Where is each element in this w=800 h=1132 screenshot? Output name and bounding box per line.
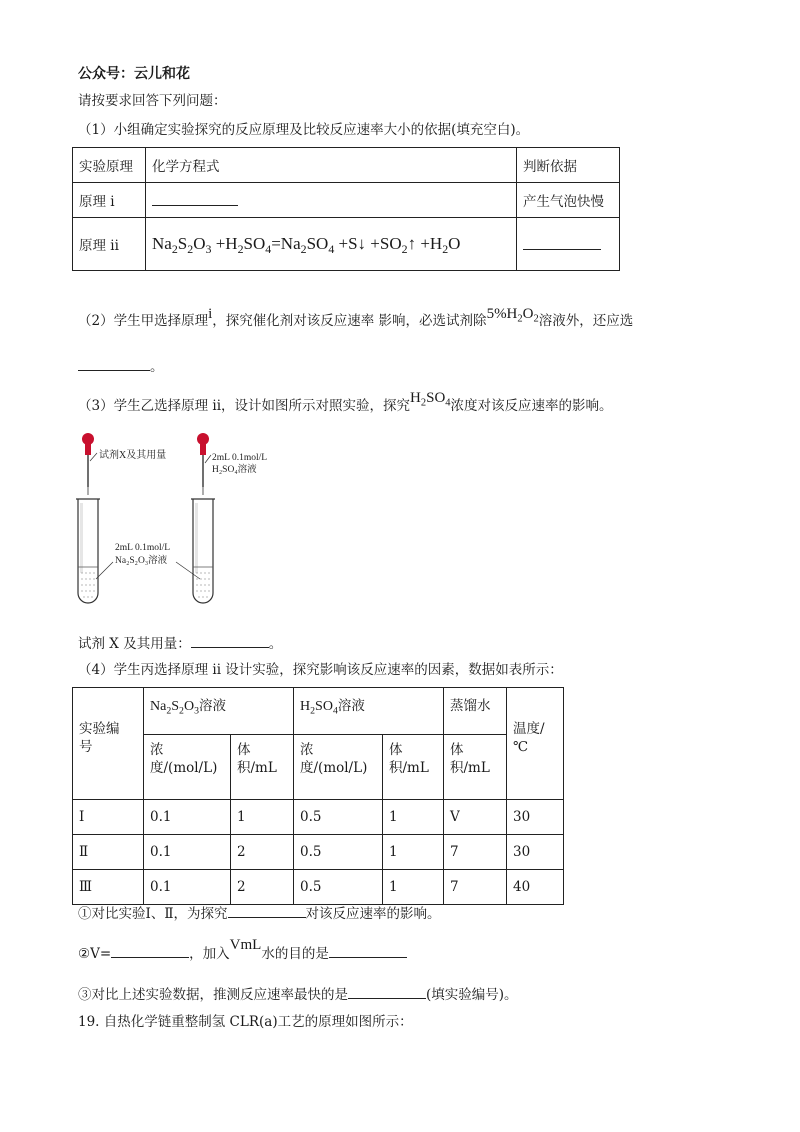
left-test-tube-icon <box>76 499 100 603</box>
q1-text: （1）小组确定实验探究的反应原理及比较反应速率大小的依据(填充空白)。 <box>78 122 530 138</box>
q4-water-vol: 体积/mL <box>444 735 507 800</box>
q3-line: （3）学生乙选择原理 ii，设计如图所示对照实验，探究$H_2SO_4$浓度对该反应速率的影响。 <box>78 390 613 414</box>
q4-h-vol: 体积/mL <box>383 735 444 800</box>
header-title: 公众号：云儿和花 <box>78 66 190 82</box>
table-row: I 0.1 1 0.5 1 V 30 <box>73 800 564 835</box>
table-row: Ⅲ 0.1 2 0.5 1 7 40 <box>73 870 564 905</box>
q1-row1-equation-cell <box>146 183 517 218</box>
q3-answer-line: 试剂 X 及其用量： 。 <box>78 633 282 653</box>
q4-s3-blank[interactable] <box>348 984 426 999</box>
q19-text: 19. 自热化学链重整制氢 CLR(a)工艺的原理如图所示： <box>78 1014 413 1030</box>
right-dropper-icon <box>197 433 209 495</box>
q1-row2-label: 原理 ii <box>73 218 146 271</box>
q4-h-conc: 浓度/(mol/L) <box>294 735 383 800</box>
q1-table <box>72 147 620 271</box>
q4-water-header: 蒸馏水 <box>444 688 507 735</box>
q1-row1-label: 原理 i <box>73 183 146 218</box>
q4-na-header: $Na_2S_2O_3$溶液 <box>144 688 294 735</box>
q2-blank[interactable] <box>78 356 150 371</box>
q4-table <box>72 687 564 905</box>
q4-s1: ①对比实验Ⅰ、Ⅱ，为探究 对该反应速率的影响。 <box>78 903 441 923</box>
q4-vml: VmL <box>229 937 262 953</box>
q4-na-vol: 体积/mL <box>231 735 294 800</box>
q3-h2so4: $H_2SO_4$ <box>410 390 451 409</box>
q1-row2-blank[interactable] <box>523 235 601 250</box>
q1-header-principle: 实验原理 <box>73 148 146 183</box>
q1-row2-equation: $Na_2S_2O_3 +H_2SO_4=Na_2SO_4$ +S↓ $+SO_2↑ +H_2O$ <box>146 218 517 271</box>
left-dropper-label: 试剂X及其用量 <box>99 450 167 461</box>
q2-reagent: $5\%H_2O_2$ <box>486 306 539 325</box>
q4-s2-blank-v[interactable] <box>111 943 189 958</box>
q1-row1-basis: 产生气泡快慢 <box>517 183 620 218</box>
q4-s3: ③对比上述实验数据，推测反应速率最快的是 (填实验编号)。 <box>78 984 518 1004</box>
q1-header-basis: 判断依据 <box>517 148 620 183</box>
q2-line: （2）学生甲选择原理i，探究催化剂对该反应速率 影响，必选试剂除$5\%H_2O_2$溶液外，还应选 <box>78 306 634 329</box>
intro-text: 请按要求回答下列问题： <box>78 93 227 109</box>
q4-h2so4-header: $H_2SO_4$溶液 <box>294 688 444 735</box>
q2-answer-line: 。 <box>78 356 164 376</box>
q4-temp-header: 温度/℃ <box>507 688 564 800</box>
q4-text: （4）学生丙选择原理 ii 设计实验，探究影响该反应速率的因素，数据如表所示： <box>78 662 563 678</box>
test-tube-figure <box>60 425 300 615</box>
left-dropper-icon <box>82 433 94 495</box>
q4-s2: ②V= ，加入VmL水的目的是 <box>78 943 407 963</box>
tube-label-1: 2mL 0.1mol/L <box>115 543 171 553</box>
right-dropper-label-2: H₂SO₄溶液 <box>212 465 257 475</box>
tube-label-2: Na₂S₂O₃溶液 <box>115 556 168 566</box>
q3-blank[interactable] <box>191 633 269 648</box>
q1-row2-basis-cell <box>517 218 620 271</box>
right-test-tube-icon <box>191 499 215 603</box>
q4-s2-blank-purpose[interactable] <box>329 943 407 958</box>
q4-exp-label: 实验编号 <box>73 688 144 800</box>
q1-row1-blank[interactable] <box>152 191 238 206</box>
q4-na-conc: 浓度/(mol/L) <box>144 735 231 800</box>
q4-s1-blank[interactable] <box>228 903 306 918</box>
right-dropper-label-1: 2mL 0.1mol/L <box>212 453 268 463</box>
q2-roman: i <box>208 306 213 322</box>
table-row: Ⅱ 0.1 2 0.5 1 7 30 <box>73 835 564 870</box>
q1-header-equation: 化学方程式 <box>146 148 517 183</box>
